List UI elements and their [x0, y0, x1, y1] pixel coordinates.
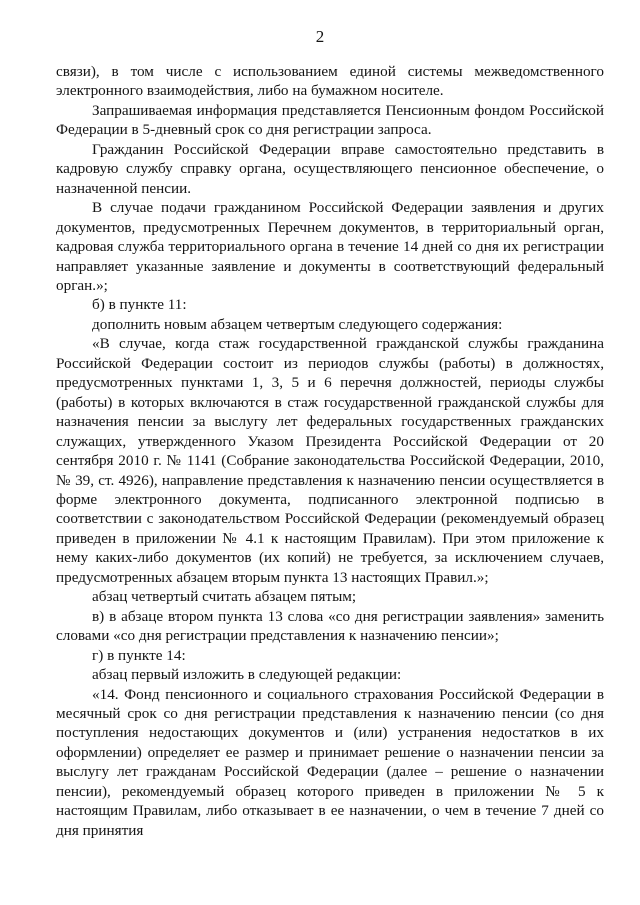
paragraph: в) в абзаце втором пункта 13 слова «со дня регистрации заявления» заменить словами «со дня регистрации представления к назначению пенсии»; — [56, 607, 604, 645]
paragraph: В случае подачи гражданином Российской Федерации заявления и других документов, предусмотренных Перечнем документов, в территориальный орган, кадровая служба территориального органа в течение 14 дней со дня их регистрации направляет указанные заявление и документы в соответствующий федеральный орган.»; — [56, 199, 604, 294]
paragraph: Запрашиваемая информация представляется Пенсионным фондом Российской Федерации в 5-дневный срок со дня регистрации запроса. — [56, 101, 604, 139]
page-number: 2 — [315, 27, 325, 46]
paragraph: г) в пункте 14: — [92, 646, 186, 664]
paragraph: связи), в том числе с использованием единой системы межведомственного электронного взаимодействия, либо на бумажном носителе. — [56, 63, 604, 100]
paragraph: дополнить новым абзацем четвертым следующего содержания: — [92, 315, 503, 333]
document-body — [56, 62, 604, 840]
paragraph: б) в пункте 11: — [92, 296, 187, 314]
paragraph: абзац первый изложить в следующей редакции: — [92, 666, 402, 684]
paragraph: Гражданин Российской Федерации вправе самостоятельно представить в кадровую службу справку органа, осуществляющего пенсионное обеспечение, о назначенной пенсии. — [56, 140, 604, 197]
paragraph: «В случае, когда стаж государственной гражданской службы гражданина Российской Федерации состоит из периодов службы (работы) в должностях, предусмотренных пунктами 1, 3, 5 и 6 перечня должностей, периоды службы (работы) в которых включаются в стаж государственной гражданской службы для назначения пенсии за выслугу лет федеральных государственных гражданских служащих, утвержденного Указом Президента Российской Федерации от 20 сентября 2010 г. № 1141 (Собрание законодательства Российской Федерации, 2010, № 39, ст. 4926), направление представления к назначению пенсии осуществляется в форме электронного документа, подписанного электронной подписью в соответствии с законодательством Российской Федерации (рекомендуемый образец приведен в приложении № 4.1 к настоящим Правилам). При этом приложение к нему каких-либо документов (их копий) не требуется, за исключением случаев, предусмотренных абзацем вторым пункта 13 настоящих Правил.»; — [56, 335, 604, 586]
paragraph: «14. Фонд пенсионного и социального страхования Российской Федерации в месячный срок со дня регистрации представления к назначению пенсии (со дня поступления недостающих документов и (или) устранения недостатков в их оформлении) определяет ее размер и принимает решение о назначении пенсии за выслугу лет гражданам Российской Федерации (далее – решение о назначении пенсии), рекомендуемый образец которого приведен в приложении № 5 к настоящим Правилам, либо отказывает в ее назначении, о чем в течение 7 дней со дня принятия — [56, 685, 604, 839]
paragraph: абзац четвертый считать абзацем пятым; — [92, 588, 357, 606]
